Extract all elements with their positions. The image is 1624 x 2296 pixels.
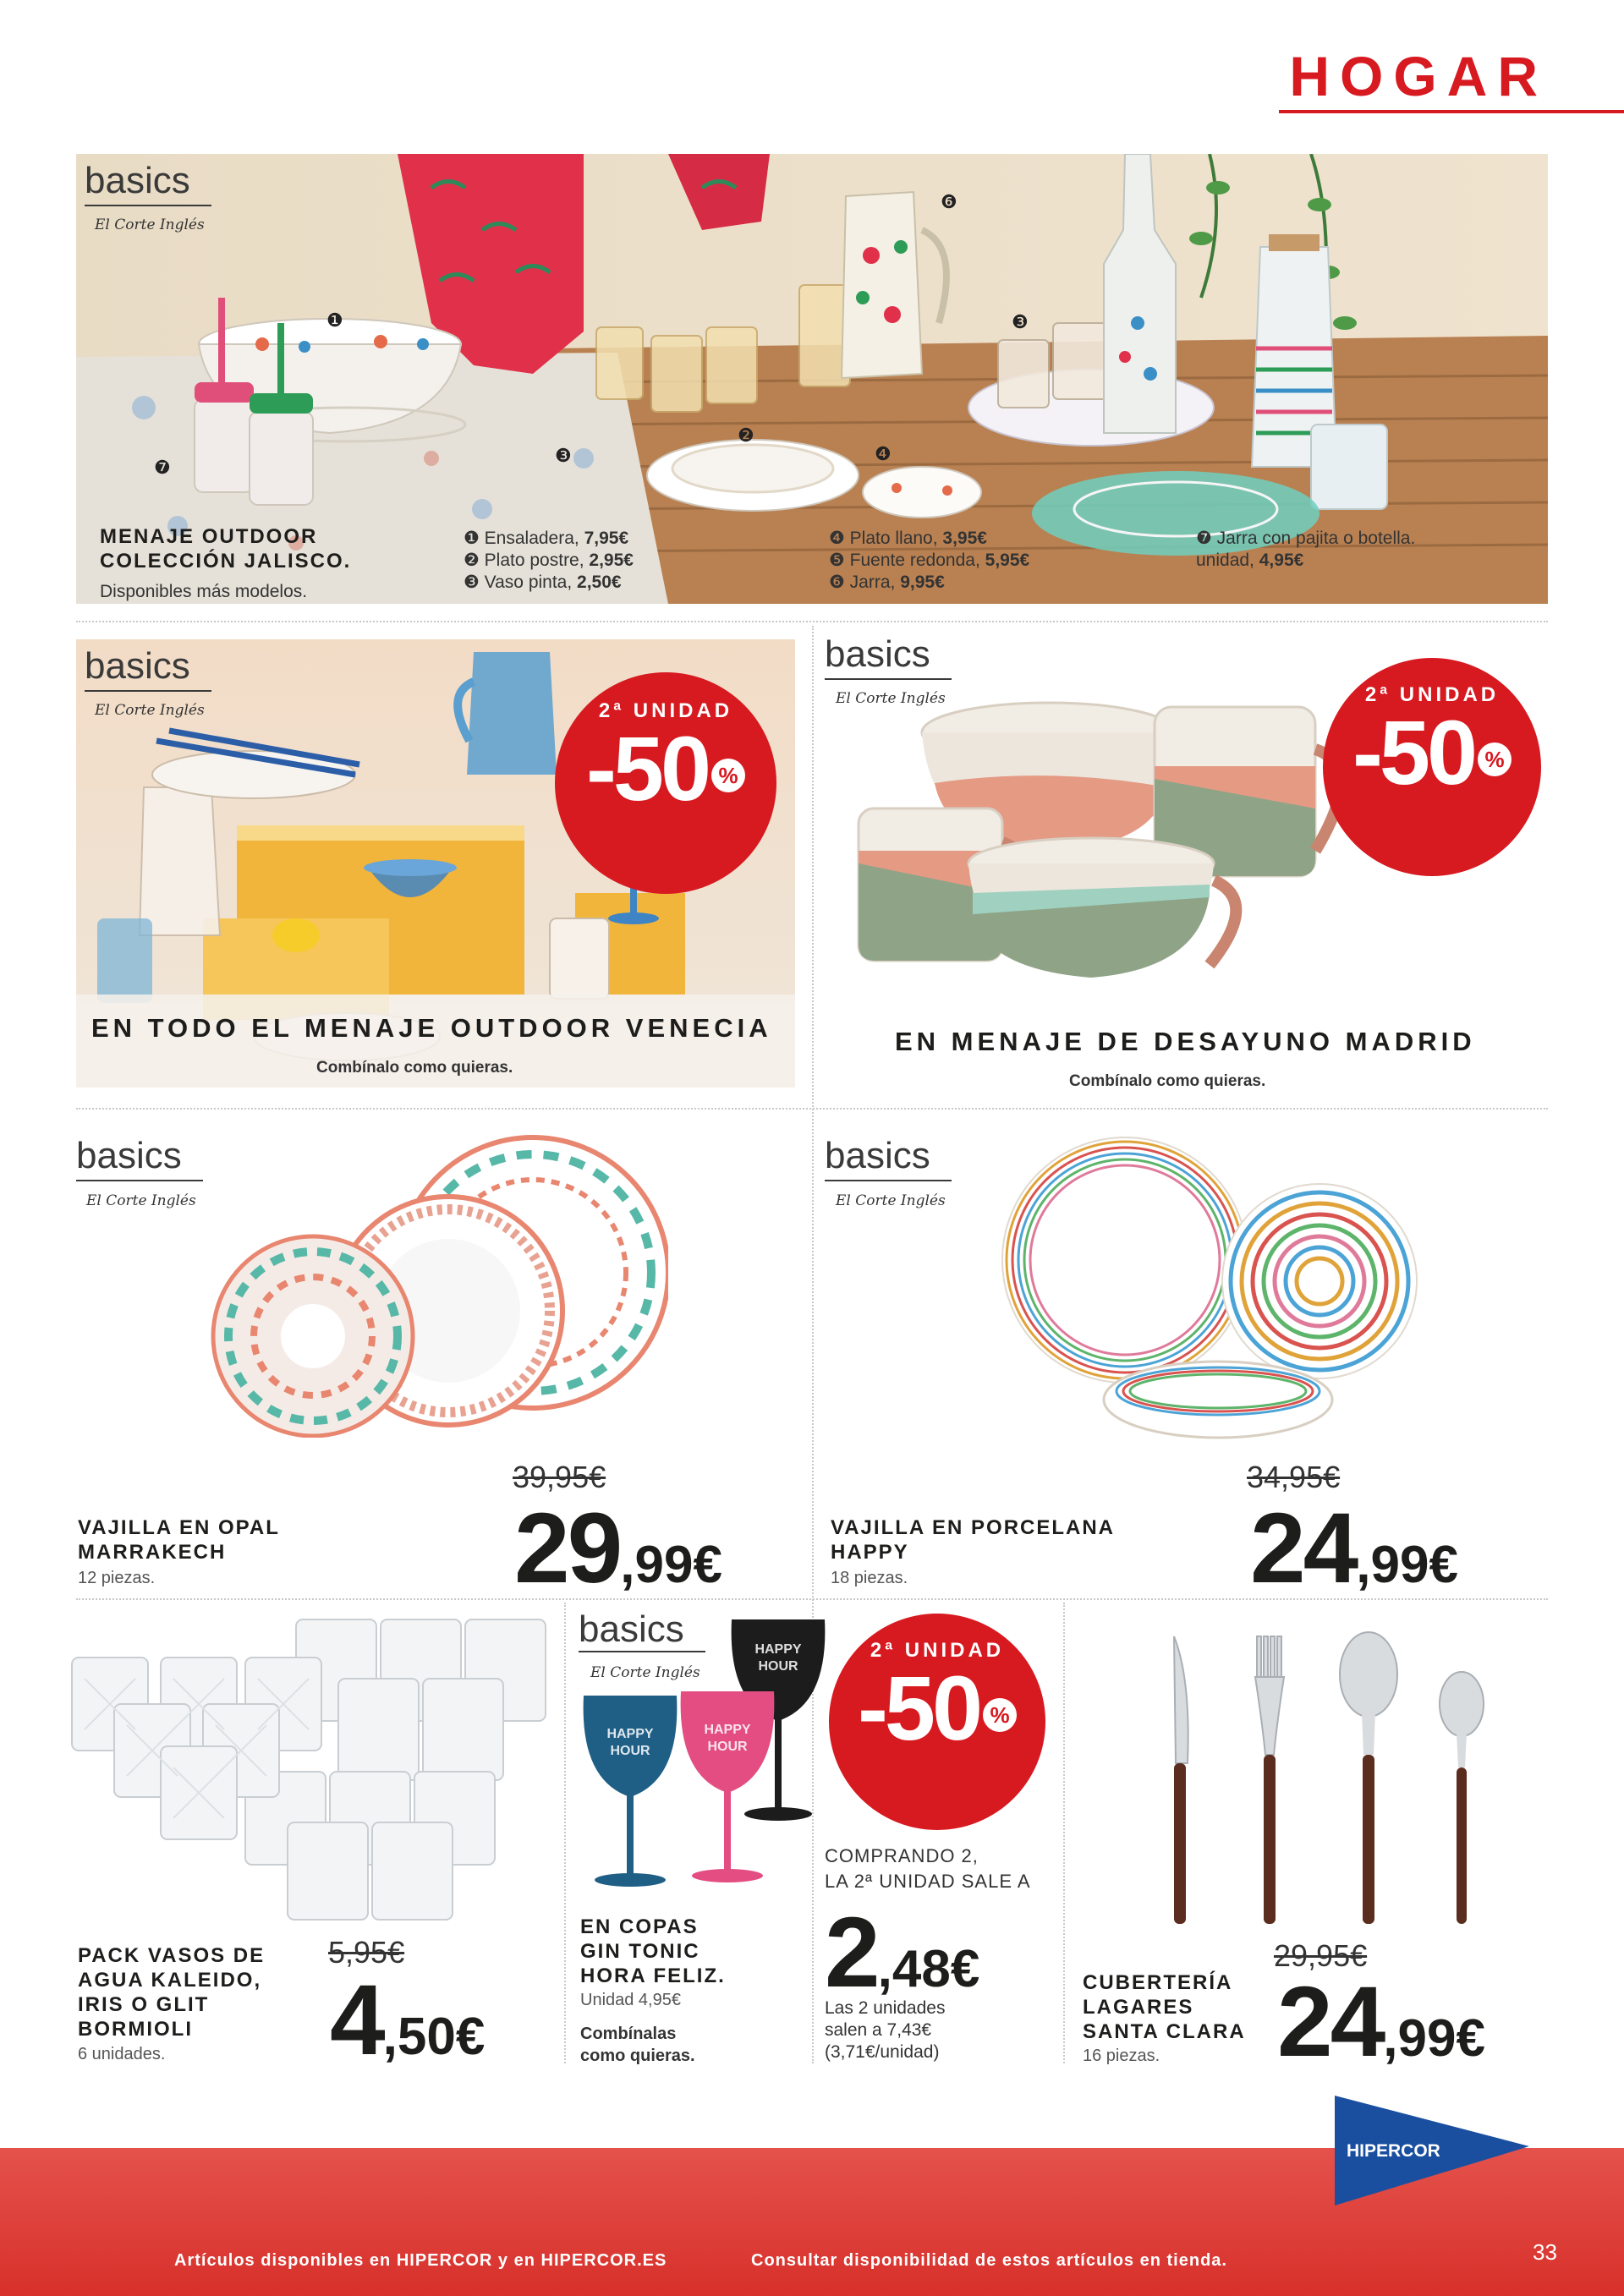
vasos-photo	[68, 1611, 558, 1932]
jalisco-item-4: ❹ Plato llano, 3,95€	[829, 529, 987, 548]
brand-basics-happy: basics	[825, 1135, 930, 1176]
brand-rule-copas	[579, 1651, 705, 1652]
venecia-sub: Combínalo como quieras.	[316, 1059, 513, 1077]
cuberteria-price-dec: ,99€	[1383, 2009, 1485, 2068]
page-number: 33	[1533, 2239, 1557, 2265]
brand-eci-marrakech: El Corte Inglés	[86, 1192, 196, 1209]
hipercor-logo-shape	[1335, 2096, 1529, 2206]
jalisco-item-1: ❶ Ensaladera, 7,95€	[464, 529, 629, 548]
marrakech-price-dec: ,99€	[620, 1536, 722, 1594]
copas-detail: Las 2 unidades salen a 7,43€ (3,71€/unidad)	[825, 1998, 946, 2062]
copas-combine: Combínalas como quieras.	[580, 2025, 695, 2065]
brand-eci-madrid: El Corte Inglés	[836, 690, 946, 707]
marrakech-name: VAJILLA EN OPAL MARRAKECH	[78, 1516, 280, 1564]
brand-basics-jalisco: basics	[85, 160, 190, 201]
marker-3b: ❸	[1012, 311, 1029, 332]
happy-old-price: 34,95€	[1247, 1460, 1341, 1494]
marker-6: ❻	[941, 191, 957, 212]
cuberteria-price-int: 24	[1277, 1966, 1384, 2078]
cuberteria-price	[1277, 1966, 1485, 2078]
section-title: HOGAR	[1289, 45, 1548, 107]
glass-text-blue-1: HAPPY	[606, 1727, 654, 1741]
discount-badge-madrid	[1323, 658, 1541, 876]
cuberteria-name: CUBERTERÍA LAGARES SANTA CLARA	[1083, 1971, 1246, 2043]
happy-price-int: 24	[1250, 1493, 1357, 1604]
jalisco-title-line2: COLECCIÓN JALISCO.	[100, 550, 352, 573]
copas-name: EN COPAS GIN TONIC HORA FELIZ.	[580, 1915, 726, 1987]
cuberteria-sub: 16 piezas.	[1083, 2047, 1160, 2065]
jalisco-item-7: ❼ Jarra con pajita o botella. unidad, 4,95€	[1196, 529, 1416, 570]
happy-illustration	[990, 1133, 1446, 1446]
jalisco-title-line1: MENAJE OUTDOOR	[100, 525, 318, 548]
vasos-name: PACK VASOS DE AGUA KALEIDO, IRIS O GLIT BORMIOLI	[78, 1944, 266, 2041]
copas-price-dec: ,48€	[877, 1940, 980, 1998]
cuberteria-old-price: 29,95€	[1274, 1938, 1368, 1973]
glass-text-pink-2: HOUR	[707, 1740, 748, 1754]
jalisco-item-3: ❸ Vaso pinta, 2,50€	[464, 573, 622, 592]
happy-photo	[990, 1133, 1446, 1446]
cuberteria-photo	[1150, 1628, 1506, 1932]
brand-basics-madrid: basics	[825, 633, 930, 675]
madrid-sub: Combínalo como quieras.	[1069, 1072, 1266, 1090]
marrakech-illustration	[195, 1133, 668, 1438]
footer-text-1: Artículos disponibles en HIPERCOR y en HIPERCOR.ES	[174, 2251, 667, 2270]
hipercor-logo-text: HIPERCOR	[1347, 2141, 1440, 2161]
badge-pct-madrid: %	[1478, 743, 1512, 776]
vasos-illustration	[68, 1611, 558, 1932]
marker-1: ❶	[326, 310, 343, 331]
section-title-rule	[1279, 110, 1624, 113]
copas-price	[825, 1897, 980, 2008]
venecia-banner: EN TODO EL MENAJE OUTDOOR VENECIA	[91, 1013, 772, 1043]
brand-eci-happy: El Corte Inglés	[836, 1192, 946, 1209]
happy-sub: 18 piezas.	[831, 1569, 908, 1587]
marker-4: ❹	[875, 443, 892, 464]
jalisco-items-col1	[464, 528, 634, 594]
vasos-price-int: 4	[330, 1964, 383, 2076]
brand-rule-madrid	[825, 678, 952, 680]
separator-v-3	[1063, 1603, 1065, 2063]
marker-7: ❼	[154, 457, 171, 478]
glass-text-black-2: HOUR	[758, 1659, 798, 1674]
glass-text-pink-1: HAPPY	[704, 1723, 751, 1737]
brand-basics-venecia: basics	[85, 645, 190, 687]
marrakech-sub: 12 piezas.	[78, 1569, 156, 1587]
discount-badge-venecia	[555, 672, 776, 894]
badge-value-venecia: -50 %	[555, 723, 776, 814]
copas-unit-price: Unidad 4,95€	[580, 1991, 681, 2009]
jalisco-subtitle: Disponibles más modelos.	[100, 582, 308, 601]
jalisco-items-col2	[829, 528, 1029, 594]
marker-3a: ❸	[555, 445, 572, 466]
happy-price	[1250, 1493, 1458, 1604]
madrid-banner: EN MENAJE DE DESAYUNO MADRID	[895, 1027, 1476, 1056]
vasos-old-price: 5,95€	[328, 1935, 405, 1970]
badge-top-venecia: 2ª UNIDAD	[598, 699, 733, 722]
separator-h-2	[76, 1108, 1548, 1110]
brand-eci-venecia: El Corte Inglés	[95, 702, 205, 719]
marrakech-price-int: 29	[514, 1493, 621, 1604]
brand-rule-venecia	[85, 690, 211, 692]
brand-eci-copas: El Corte Inglés	[590, 1664, 700, 1681]
badge-pct-venecia: %	[711, 759, 745, 792]
happy-price-dec: ,99€	[1356, 1536, 1458, 1594]
brand-rule-happy	[825, 1180, 952, 1181]
vasos-price-dec: ,50€	[382, 2008, 486, 2066]
marker-2: ❷	[738, 425, 754, 446]
brand-rule-jalisco	[85, 205, 211, 206]
marrakech-price	[514, 1493, 722, 1604]
happy-name: VAJILLA EN PORCELANA HAPPY	[831, 1516, 1116, 1564]
footer-text-2: Consultar disponibilidad de estos artículos en tienda.	[751, 2251, 1227, 2270]
jalisco-item-5: ❺ Fuente redonda, 5,95€	[829, 551, 1030, 570]
separator-h-1	[76, 621, 1548, 622]
glass-text-blue-2: HOUR	[610, 1744, 650, 1758]
hipercor-logo	[1335, 2096, 1529, 2206]
jalisco-item-6: ❻ Jarra, 9,95€	[829, 573, 945, 592]
discount-badge-copas	[829, 1614, 1045, 1830]
brand-basics-copas: basics	[579, 1608, 684, 1650]
brand-eci-jalisco: El Corte Inglés	[95, 216, 205, 233]
marrakech-photo	[195, 1133, 668, 1438]
badge-top-copas: 2ª UNIDAD	[870, 1639, 1005, 1662]
copas-price-int: 2	[825, 1897, 878, 2008]
badge-top-madrid: 2ª UNIDAD	[1364, 683, 1500, 706]
separator-h-3	[76, 1598, 1548, 1600]
jalisco-item-2: ❷ Plato postre, 2,95€	[464, 551, 634, 570]
marrakech-old-price: 39,95€	[513, 1460, 606, 1494]
copas-photo	[575, 1608, 846, 1890]
copas-illustration	[575, 1608, 846, 1890]
vasos-sub: 6 unidades.	[78, 2045, 166, 2063]
separator-v-2	[564, 1603, 566, 2063]
badge-value-madrid: -50 %	[1323, 707, 1541, 798]
badge-value-copas: -50 %	[829, 1663, 1045, 1754]
badge-pct-copas: %	[983, 1698, 1017, 1732]
copas-offer: COMPRANDO 2, LA 2ª UNIDAD SALE A	[825, 1845, 1031, 1892]
brand-rule-marrakech	[76, 1180, 203, 1181]
cuberteria-illustration	[1150, 1628, 1506, 1932]
vasos-price	[330, 1964, 486, 2076]
glass-text-black-1: HAPPY	[754, 1642, 802, 1657]
jalisco-title	[100, 524, 351, 573]
brand-basics-marrakech: basics	[76, 1135, 182, 1176]
